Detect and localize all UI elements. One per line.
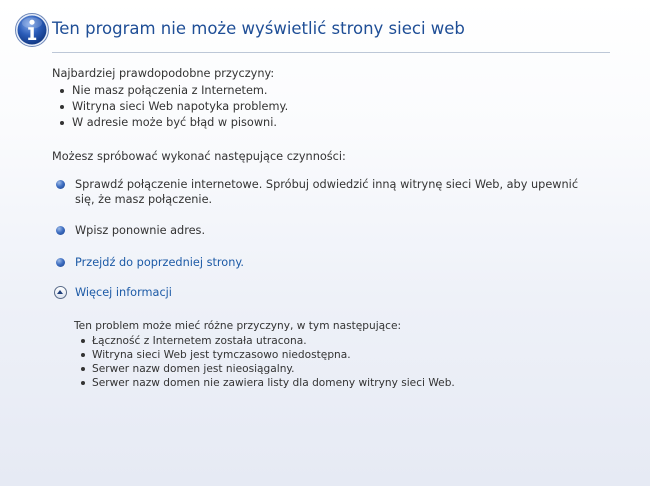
actions-heading: Możesz spróbować wykonać następujące czynności: xyxy=(52,150,346,163)
details-section xyxy=(74,319,614,390)
causes-heading: Najbardziej prawdopodobne przyczyny: xyxy=(52,67,275,80)
detail-item: Witryna sieci Web jest tymczasowo niedostępna. xyxy=(74,348,614,362)
action-text: Sprawdź połączenie internetowe. Spróbuj odwiedzić inną witrynę sieci Web, aby upewnić się, że masz połączenie. xyxy=(75,178,579,206)
go-back-link[interactable]: Przejdź do poprzedniej strony. xyxy=(75,256,245,269)
detail-item: Łączność z Internetem została utracona. xyxy=(74,334,614,348)
cause-item: W adresie może być błąd w pisowni. xyxy=(52,115,612,131)
more-info-link[interactable]: Więcej informacji xyxy=(75,286,172,299)
page-title: Ten program nie może wyświetlić strony sieci web xyxy=(52,19,465,38)
detail-item: Serwer nazw domen nie zawiera listy dla domeny witryny sieci Web. xyxy=(74,376,614,390)
chevron-up-circle-icon[interactable] xyxy=(54,286,67,299)
cause-item: Nie masz połączenia z Internetem. xyxy=(52,83,612,99)
cause-item: Witryna sieci Web napotyka problemy. xyxy=(52,99,612,115)
detail-item: Serwer nazw domen jest nieosiągalny. xyxy=(74,362,614,376)
action-text: Wpisz ponownie adres. xyxy=(75,224,206,237)
blue-bullet-icon xyxy=(56,226,65,235)
causes-section xyxy=(52,66,612,131)
details-heading: Ten problem może mieć różne przyczyny, w tym następujące: xyxy=(74,320,402,332)
blue-bullet-icon xyxy=(56,258,65,267)
details-list xyxy=(74,334,614,390)
causes-list xyxy=(52,83,612,131)
info-icon xyxy=(14,12,50,48)
title-divider xyxy=(52,52,610,53)
blue-bullet-icon xyxy=(56,180,65,189)
